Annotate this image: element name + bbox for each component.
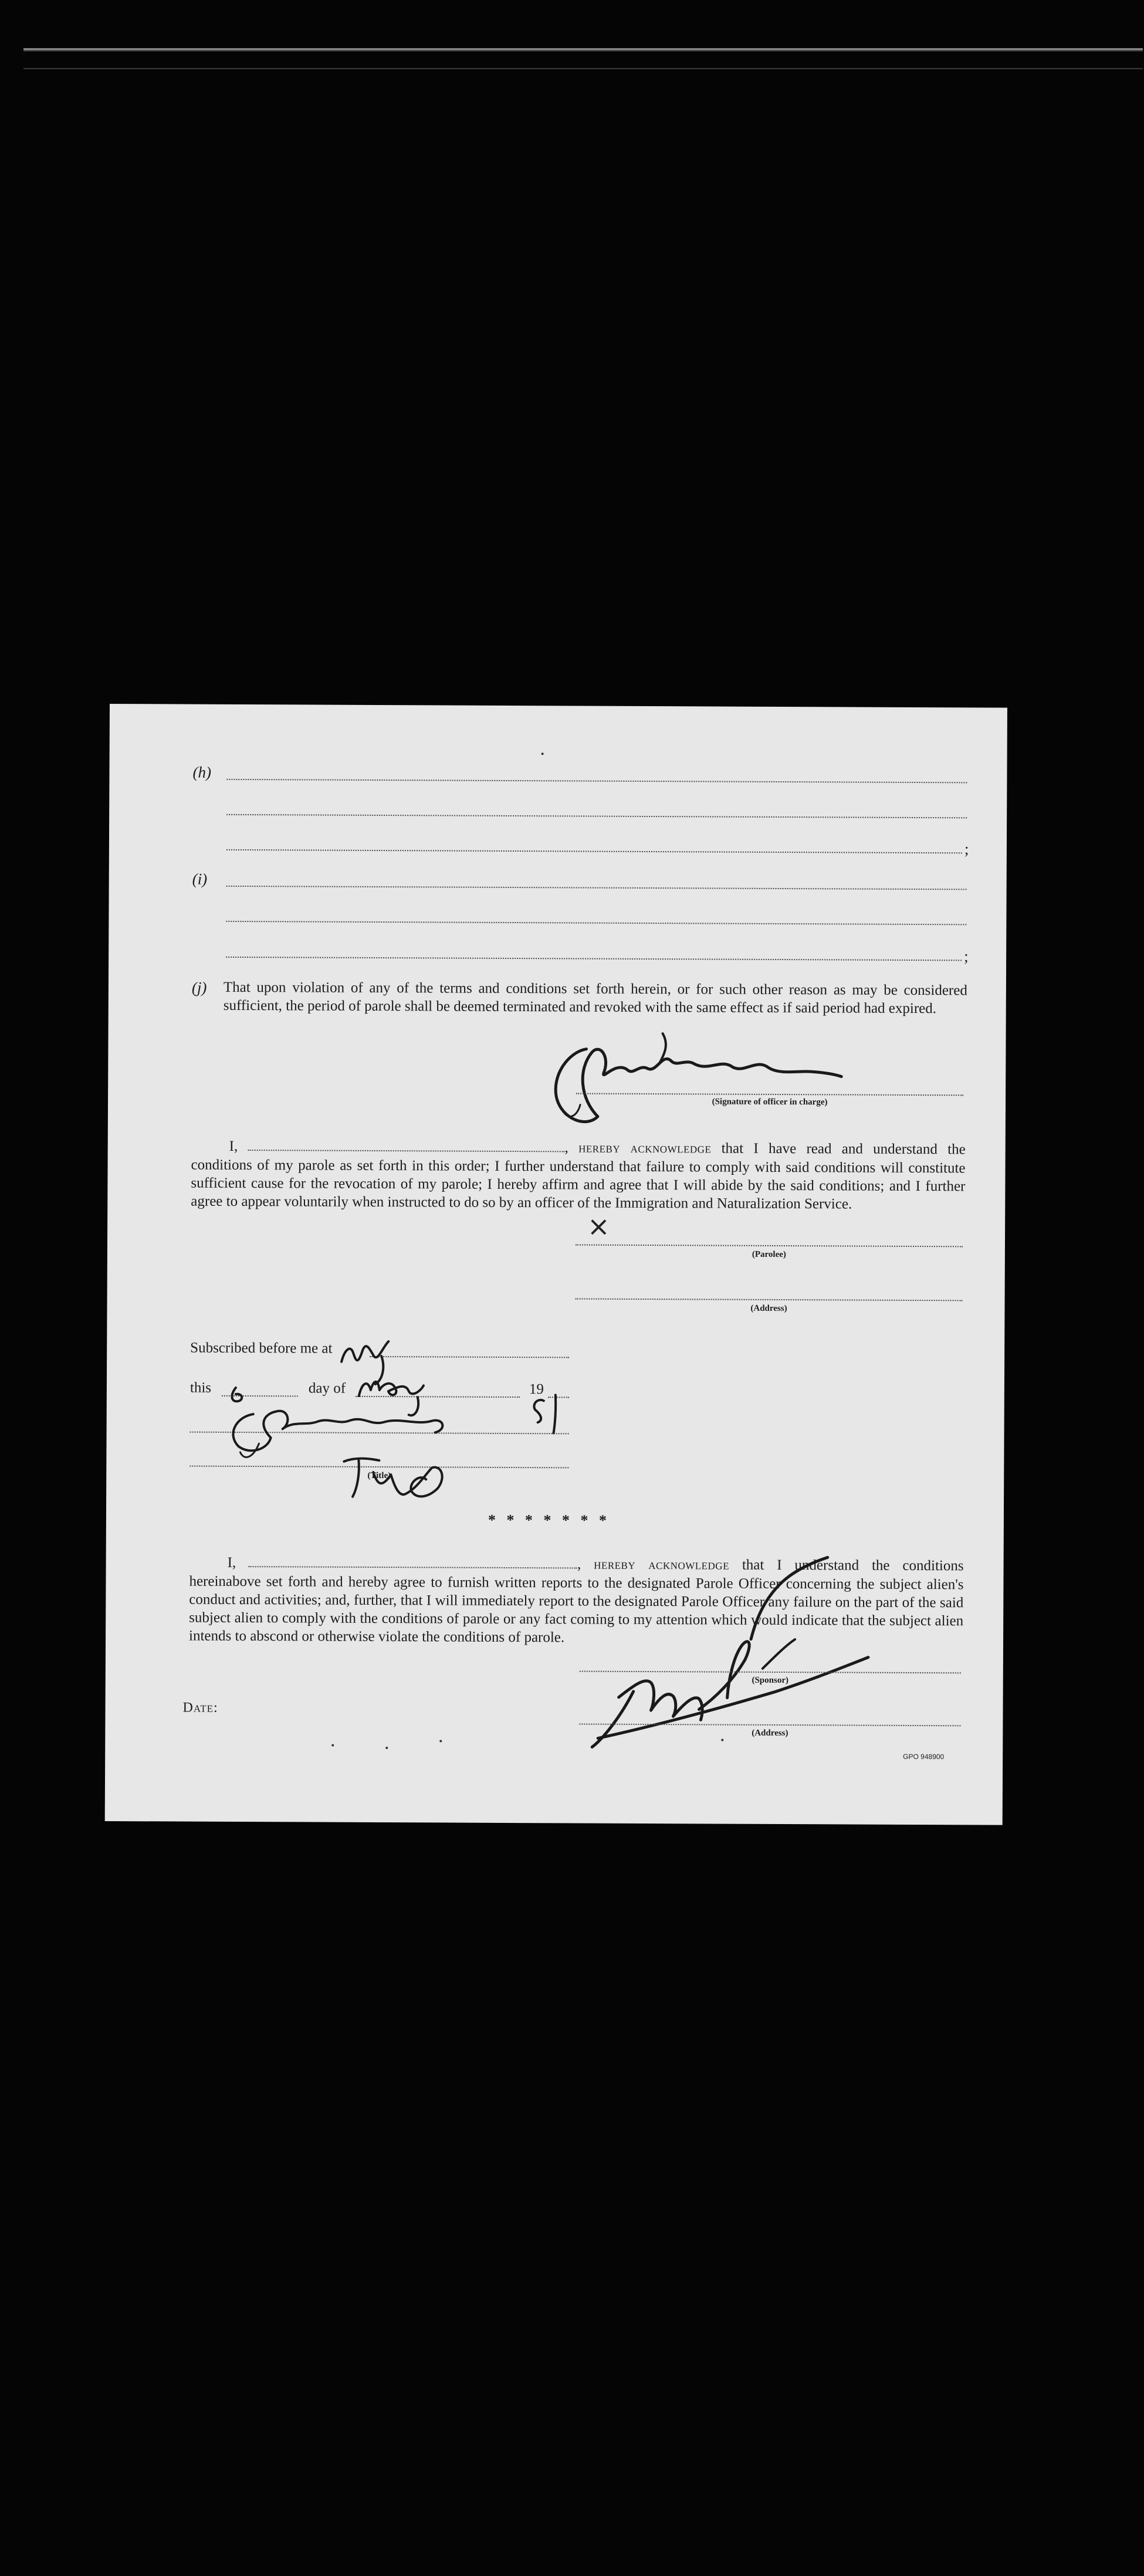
sponsor-address-caption: (Address) bbox=[752, 1728, 788, 1738]
year-line bbox=[548, 1397, 569, 1398]
gpo-print-code: GPO 948900 bbox=[903, 1752, 945, 1761]
this-label: this bbox=[189, 1379, 212, 1396]
parolee-signature-line bbox=[576, 1244, 963, 1247]
sponsor-name-blank bbox=[249, 1554, 577, 1568]
item-h-line-1 bbox=[226, 779, 967, 784]
parolee-ack-heading: hereby acknowledge bbox=[578, 1140, 712, 1157]
item-i-line-2 bbox=[226, 921, 966, 926]
parolee-address-caption: (Address) bbox=[750, 1303, 787, 1314]
item-i-label: (i) bbox=[192, 870, 208, 888]
scan-speck bbox=[385, 1747, 388, 1749]
parolee-ack-body: that I have read and understand the conditions of my parole as set forth in this order; I further understand that failure to comply with said conditions will constitute sufficient cause for the revocation of my parole; I hereby affirm and agree that I will abide by the said conditions; and I further agree to appear voluntarily when instructed to do so by an officer of the Immigration and Naturalization Service. bbox=[191, 1140, 966, 1212]
scan-speck bbox=[439, 1740, 442, 1742]
parolee-acknowledgement: I, , hereby acknowledge that I have read and understand the conditions of my parole as set forth in this order; I further understand that failure to comply with said conditions will constitute sufficient cause for the revocation of my parole; I hereby affirm and agree that I will abide by the said conditions; and I further agree to appear voluntarily when instructed to do so by an officer of the Immigration and Naturalization Service. bbox=[191, 1138, 966, 1212]
item-h-semicolon: ; bbox=[964, 840, 969, 858]
sponsor-ack-body: that I understand the conditions hereinabove set forth and hereby agree to furnish written reports to the designated Parole Officer concerning the subject alien's conduct and activities; and, further, that I will immediately report to the designated Parole Officer any failure on the part of the said subject alien to comply with the conditions of parole or any fact coming to my attention which would indicate that the subject alien intends to abscond or otherwise violate the conditions of parole. bbox=[189, 1557, 964, 1646]
parolee-i: I, bbox=[229, 1138, 238, 1154]
date-label: Date: bbox=[182, 1700, 218, 1716]
scan-speck bbox=[331, 1744, 334, 1747]
scan-speck bbox=[721, 1739, 723, 1741]
item-i-semicolon: ; bbox=[964, 947, 969, 965]
sponsor-caption: (Sponsor) bbox=[752, 1675, 789, 1686]
item-h-label: (h) bbox=[192, 763, 212, 781]
scan-top-edge bbox=[23, 48, 1143, 52]
subscribed-label: Subscribed before me at bbox=[190, 1340, 333, 1357]
parolee-caption: (Parolee) bbox=[752, 1249, 786, 1260]
year-label: 19 bbox=[529, 1381, 544, 1398]
parolee-x-mark: × bbox=[587, 1210, 610, 1242]
parolee-name-blank bbox=[248, 1138, 565, 1152]
parole-form-page bbox=[105, 704, 1007, 1825]
item-j-label: (j) bbox=[191, 978, 207, 996]
section-separator: * * * * * * * bbox=[488, 1511, 610, 1529]
scan-top-line bbox=[23, 68, 1143, 69]
item-j-text bbox=[224, 978, 967, 1018]
item-i-line-1 bbox=[226, 886, 967, 890]
sponsor-acknowledgement: I, , hereby acknowledge that I understand the conditions hereinabove set forth and hereby agree to furnish written reports to the designated Parole Officer concerning the subject alien's conduct and activities; and, further, that I will immediately report to the designated Parole Officer any failure on the part of the said subject alien to comply with the conditions of parole or any fact coming to my attention which would indicate that the subject alien intends to abscond or otherwise violate the conditions of parole. bbox=[189, 1554, 964, 1646]
sponsor-ack-heading: hereby acknowledge bbox=[594, 1557, 730, 1573]
sponsor-i: I, bbox=[227, 1554, 236, 1571]
officer-signature bbox=[545, 1016, 851, 1135]
day-of-label: day of bbox=[308, 1380, 346, 1397]
witness-title-caption: (Title) bbox=[367, 1470, 391, 1481]
scan-speck bbox=[541, 753, 544, 755]
item-h-line-2 bbox=[226, 814, 967, 819]
item-j-sentence: That upon violation of any of the terms and conditions set forth herein, or for such other reason as may be considered sufficient, the period of parole shall be deemed terminated and revoked with the same effect as if said period had expired. bbox=[223, 979, 967, 1017]
item-i-line-3 bbox=[226, 957, 962, 961]
officer-signature-caption: (Signature of officer in charge) bbox=[712, 1097, 828, 1107]
handwritten-place-date-signature bbox=[224, 1320, 529, 1509]
parolee-address-line bbox=[576, 1298, 963, 1301]
item-h-line-3 bbox=[226, 849, 962, 853]
sponsor-signature bbox=[563, 1550, 986, 1751]
